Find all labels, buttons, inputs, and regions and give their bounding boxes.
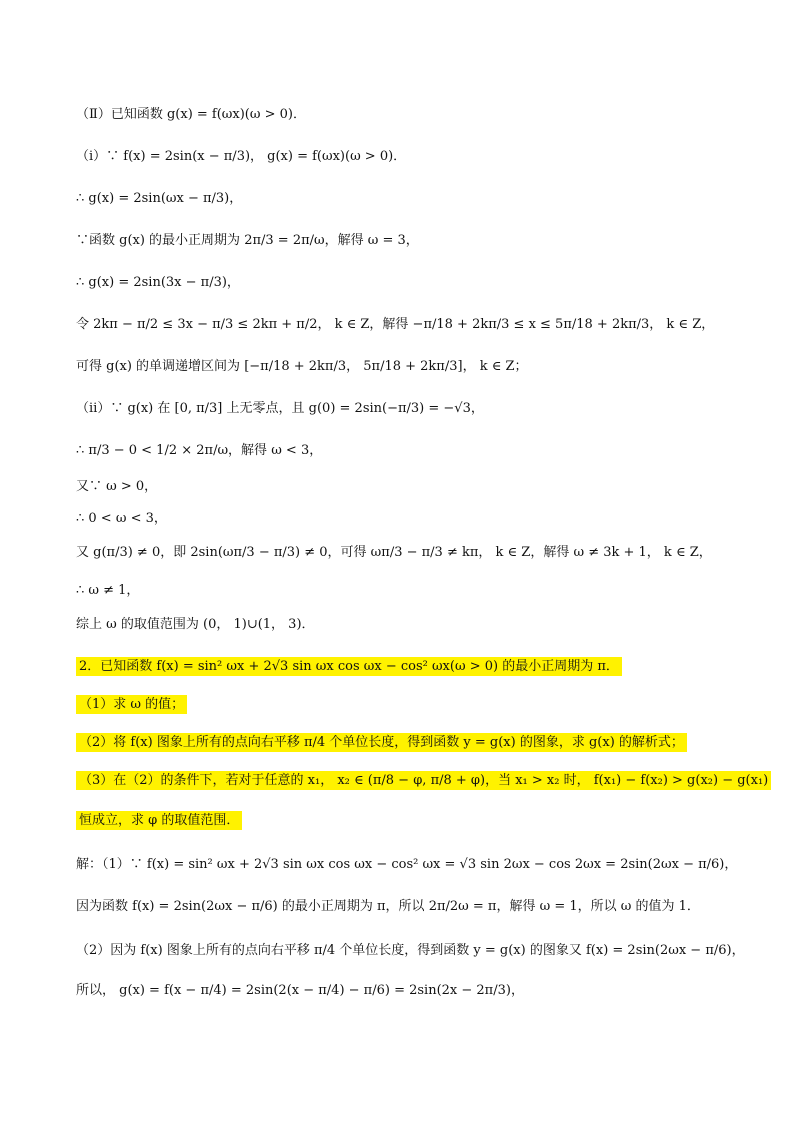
line-part2-intro: （Ⅱ）已知函数 g(x) = f(ωx)(ω > 0)． xyxy=(76,107,306,122)
answer-line-1: 解：（1）∵ f(x) = sin² ωx + 2√3 sin ωx cos ωx − cos² ωx = √3 sin 2ωx − cos 2ωx = 2sin(2ωx − π/6)， xyxy=(76,857,738,872)
line-omega-positive: 又∵ ω > 0， xyxy=(76,479,158,494)
answer-line-3: （2）因为 f(x) 图象上所有的点向右平移 π/4 个单位长度，得到函数 y = g(x) 的图象又 f(x) = 2sin(2ωx − π/6)， xyxy=(76,943,745,958)
line-omega-range: ∴ 0 < ω < 3， xyxy=(76,511,167,526)
line-nonzero-condition: 又 g(π/3) ≠ 0，即 2sin(ωπ/3 − π/3) ≠ 0，可得 ωπ/3 − π/3 ≠ kπ， k ∈ Z，解得 ω ≠ 3k + 1， k ∈ Z， xyxy=(76,545,712,560)
line-increasing-condition: 令 2kπ − π/2 ≤ 3x − π/3 ≤ 2kπ + π/2， k ∈ Z，解得 −π/18 + 2kπ/3 ≤ x ≤ 5π/18 + 2kπ/3， k ∈ Z， xyxy=(76,317,715,332)
question-2-part3-cont-text: 恒成立，求 φ 的取值范围． xyxy=(76,811,242,830)
line-period: ∵函数 g(x) 的最小正周期为 2π/3 = 2π/ω，解得 ω = 3， xyxy=(76,233,419,248)
line-increasing-interval: 可得 g(x) 的单调递增区间为 [−π/18 + 2kπ/3， 5π/18 + 2kπ/3]， k ∈ Z； xyxy=(76,359,528,374)
line-omega-lt-3: ∴ π/3 − 0 < 1/2 × 2π/ω，解得 ω < 3， xyxy=(76,443,323,458)
answer-line-4: 所以， g(x) = f(x − π/4) = 2sin(2(x − π/4) − π/6) = 2sin(2x − 2π/3)， xyxy=(76,983,524,998)
question-2-part2-text: （2）将 f(x) 图象上所有的点向右平移 π/4 个单位长度，得到函数 y = g(x) 的图象，求 g(x) 的解析式； xyxy=(76,733,687,752)
question-2-part1 xyxy=(76,696,187,714)
question-2-part2 xyxy=(76,734,687,752)
question-2-stem xyxy=(76,658,622,676)
line-g-omega3: ∴ g(x) = 2sin(3x − π/3)， xyxy=(76,275,240,290)
line-conclusion: 综上 ω 的取值范围为 (0， 1)∪(1， 3)． xyxy=(76,617,315,632)
line-part2-ii: （ⅱ）∵ g(x) 在 [0, π/3] 上无零点，且 g(0) = 2sin(−π/3) = −√3， xyxy=(76,401,484,416)
question-2-stem-text: 2．已知函数 f(x) = sin² ωx + 2√3 sin ωx cos ωx − cos² ωx(ω > 0) 的最小正周期为 π． xyxy=(76,657,622,676)
line-part2-i-given: （ⅰ）∵ f(x) = 2sin(x − π/3)， g(x) = f(ωx)(ω > 0)． xyxy=(76,149,407,164)
answer-line-2: 因为函数 f(x) = 2sin(2ωx − π/6) 的最小正周期为 π，所以 2π/2ω = π，解得 ω = 1，所以 ω 的值为 1． xyxy=(76,899,700,914)
question-2-part3-cont xyxy=(76,812,242,830)
line-omega-ne-1: ∴ ω ≠ 1， xyxy=(76,583,140,598)
question-2-part1-text: （1）求 ω 的值； xyxy=(76,695,187,714)
question-2-part3 xyxy=(76,772,771,790)
line-g-expression: ∴ g(x) = 2sin(ωx − π/3)， xyxy=(76,191,243,206)
question-2-part3-text: （3）在（2）的条件下，若对于任意的 x₁， x₂ ∈ (π/8 − φ, π/8 + φ)，当 x₁ > x₂ 时， f(x₁) − f(x₂) > g(x₂) − g(x₁) xyxy=(76,771,771,790)
